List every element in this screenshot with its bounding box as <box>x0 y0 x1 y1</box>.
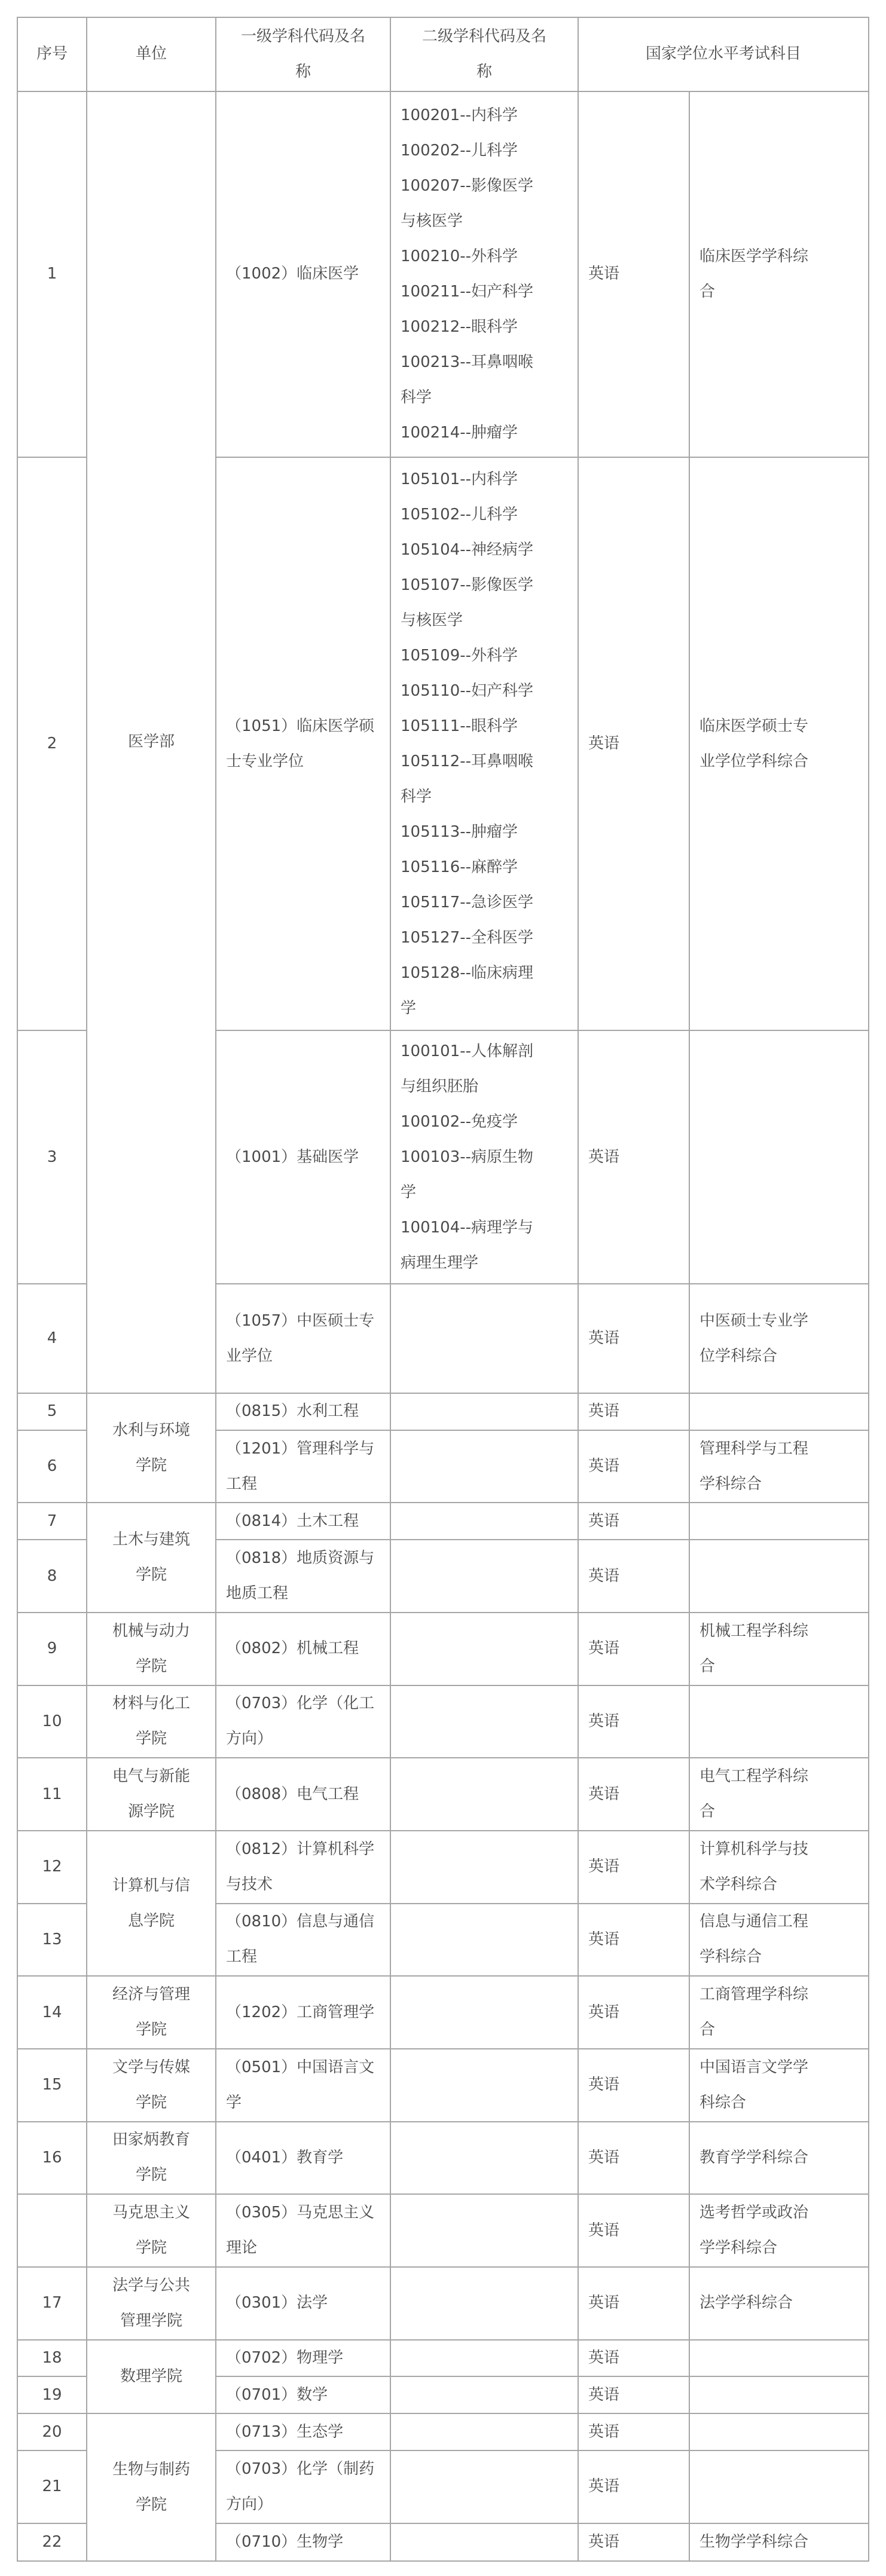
unit-cell-text: 文学与传媒 学院 <box>112 2058 190 2112</box>
second-discipline-cell <box>390 1503 578 1540</box>
language-cell-text: 英语 <box>588 2385 620 2404</box>
first-discipline-cell-text: （0301）法学 <box>226 2294 328 2312</box>
first-discipline-cell <box>216 2450 390 2523</box>
seq-cell-text: 9 <box>47 1639 57 1658</box>
first-discipline-cell <box>216 2267 390 2340</box>
first-discipline-cell <box>216 1758 390 1831</box>
language-cell <box>578 1030 689 1284</box>
language-cell <box>578 2122 689 2195</box>
seq-cell <box>17 2049 87 2122</box>
subject-cell-text: 临床医学学科综 合 <box>699 247 809 301</box>
unit-cell-text: 机械与动力 学院 <box>112 1622 190 1675</box>
first-discipline-cell-text: （0501）中国语言文 学 <box>226 2058 375 2112</box>
language-cell <box>578 1503 689 1540</box>
language-cell-text: 英语 <box>588 2477 620 2496</box>
unit-cell <box>87 1503 216 1613</box>
language-cell <box>578 2376 689 2413</box>
seq-cell <box>17 2267 87 2340</box>
first-discipline-cell <box>216 2523 390 2561</box>
seq-cell <box>17 1613 87 1685</box>
unit-cell-text: 计算机与信 息学院 <box>112 1876 190 1930</box>
subject-cell <box>689 2194 869 2267</box>
subject-cell-text: 生物学学科综合 <box>699 2532 809 2551</box>
language-cell <box>578 1393 689 1430</box>
table-row <box>17 1976 869 2049</box>
subject-cell-text: 法学学科综合 <box>699 2294 793 2312</box>
first-discipline-cell <box>216 1685 390 1758</box>
exam-subjects-table <box>17 17 869 2562</box>
first-discipline-cell <box>216 2049 390 2122</box>
first-discipline-cell-text: （0710）生物学 <box>226 2532 344 2551</box>
second-discipline-cell <box>390 1831 578 1904</box>
unit-cell-text: 田家炳教育 学院 <box>112 2131 190 2185</box>
language-cell <box>578 1284 689 1393</box>
language-cell-text: 英语 <box>588 1639 620 1658</box>
first-discipline-cell-text: （0703）化学（制药 方向） <box>226 2459 375 2513</box>
first-discipline-cell <box>216 1503 390 1540</box>
unit-cell <box>87 91 216 1393</box>
unit-cell <box>87 2340 216 2414</box>
subject-cell <box>689 2523 869 2561</box>
second-discipline-cell <box>390 1613 578 1685</box>
table-row <box>17 2340 869 2377</box>
header-unit: 单位 <box>87 17 216 91</box>
table-row <box>17 2122 869 2195</box>
unit-cell-text: 数理学院 <box>120 2367 182 2385</box>
language-cell <box>578 1540 689 1613</box>
language-cell <box>578 1613 689 1685</box>
seq-cell-text: 15 <box>42 2076 62 2094</box>
seq-cell <box>17 2523 87 2561</box>
seq-cell-text: 12 <box>42 1858 62 1876</box>
first-discipline-cell-text: （0703）化学（化工 方向） <box>226 1694 375 1748</box>
unit-cell <box>87 2267 216 2340</box>
second-discipline-cell <box>390 2523 578 2561</box>
first-discipline-cell <box>216 1613 390 1685</box>
header-row <box>17 17 869 91</box>
subject-cell <box>689 1284 869 1393</box>
language-cell <box>578 2413 689 2450</box>
seq-cell <box>17 1503 87 1540</box>
first-discipline-cell <box>216 1030 390 1284</box>
seq-cell <box>17 2340 87 2377</box>
table-row <box>17 2413 869 2450</box>
seq-cell <box>17 457 87 1030</box>
first-discipline-cell <box>216 1430 390 1503</box>
seq-cell <box>17 1685 87 1758</box>
subject-cell <box>689 1430 869 1503</box>
subject-cell-text: 临床医学硕士专 业学位学科综合 <box>699 717 809 770</box>
unit-cell-text: 法学与公共 管理学院 <box>112 2276 190 2330</box>
first-discipline-cell <box>216 2340 390 2377</box>
first-discipline-cell-text: （0702）物理学 <box>226 2349 344 2367</box>
seq-cell-text: 8 <box>47 1567 57 1585</box>
language-cell-text: 英语 <box>588 2532 620 2551</box>
language-cell-text: 英语 <box>588 2422 620 2441</box>
seq-cell <box>17 1540 87 1613</box>
first-discipline-cell-text: （0818）地质资源与 地质工程 <box>226 1549 375 1603</box>
seq-cell-text: 3 <box>47 1148 57 1166</box>
seq-cell <box>17 1430 87 1503</box>
second-discipline-cell <box>390 1685 578 1758</box>
subject-cell <box>689 2122 869 2195</box>
subject-cell <box>689 1976 869 2049</box>
first-discipline-cell <box>216 457 390 1030</box>
language-cell-text: 英语 <box>588 265 620 283</box>
subject-cell-text: 教育学学科综合 <box>699 2148 809 2167</box>
first-discipline-cell-text: （0814）土木工程 <box>226 1512 359 1530</box>
first-discipline-cell-text: （0305）马克思主义 理论 <box>226 2204 375 2257</box>
subject-cell-text: 管理科学与工程 学科综合 <box>699 1439 809 1493</box>
second-discipline-cell <box>390 457 578 1030</box>
first-discipline-cell-text: （0810）信息与通信 工程 <box>226 1913 375 1966</box>
seq-cell <box>17 1904 87 1977</box>
language-cell <box>578 1976 689 2049</box>
subject-cell <box>689 2340 869 2377</box>
subject-cell-text: 中国语言文学学 科综合 <box>699 2058 809 2112</box>
first-discipline-cell <box>216 1393 390 1430</box>
language-cell-text: 英语 <box>588 2294 620 2312</box>
second-discipline-cell <box>390 2267 578 2340</box>
language-cell <box>578 2194 689 2267</box>
subject-cell <box>689 1503 869 1540</box>
seq-cell <box>17 1976 87 2049</box>
language-cell-text: 英语 <box>588 2148 620 2167</box>
language-cell <box>578 1430 689 1503</box>
subject-cell-text: 计算机科学与技 术学科综合 <box>699 1840 809 1893</box>
unit-cell <box>87 1685 216 1758</box>
first-discipline-cell <box>216 1284 390 1393</box>
subject-cell <box>689 1030 869 1284</box>
language-cell <box>578 1904 689 1977</box>
first-discipline-cell <box>216 2122 390 2195</box>
language-cell-text: 英语 <box>588 2076 620 2094</box>
unit-cell-text: 医学部 <box>127 733 175 751</box>
seq-cell-text: 2 <box>47 735 57 753</box>
subject-cell <box>689 457 869 1030</box>
subject-cell <box>689 2049 869 2122</box>
second-discipline-cell <box>390 1904 578 1977</box>
language-cell-text: 英语 <box>588 1785 620 1803</box>
unit-cell <box>87 1976 216 2049</box>
subject-cell <box>689 1758 869 1831</box>
seq-cell-text: 6 <box>47 1457 57 1476</box>
second-discipline-cell <box>390 91 578 457</box>
table-row <box>17 2049 869 2122</box>
subject-cell-text: 中医硕士专业学 位学科综合 <box>699 1311 809 1365</box>
second-discipline-cell-text: 105101--内科学 105102--儿科学 105104--神经病学 105107--影像医学 与核医学 105109--外科学 105110--妇产科学 105111--眼科学 105112--耳鼻咽喉 科学 105113--肿瘤学 105116--麻醉学 105117--急诊医学 105127--全科医学 105128--临床病理 学 <box>401 470 534 1017</box>
subject-cell-text: 工商管理学科综 合 <box>699 1985 809 2039</box>
table-row <box>17 2267 869 2340</box>
seq-cell-text: 5 <box>47 1402 57 1421</box>
unit-cell <box>87 2413 216 2561</box>
language-cell-text: 英语 <box>588 1457 620 1476</box>
seq-cell-text: 20 <box>42 2422 62 2441</box>
seq-cell-text: 18 <box>42 2349 62 2367</box>
language-cell-text: 英语 <box>588 2221 620 2240</box>
language-cell <box>578 2450 689 2523</box>
seq-cell-text: 22 <box>42 2532 62 2551</box>
first-discipline-cell-text: （0802）机械工程 <box>226 1639 359 1658</box>
unit-cell <box>87 1613 216 1685</box>
unit-cell <box>87 2194 216 2267</box>
second-discipline-cell-text: 100101--人体解剖 与组织胚胎 100102--免疫学 100103--病原生物 学 100104--病理学与 病理生理学 <box>401 1042 534 1272</box>
first-discipline-cell <box>216 91 390 457</box>
unit-cell <box>87 1393 216 1503</box>
header-second-discipline: 二级学科代码及名 称 <box>390 17 578 91</box>
first-discipline-cell <box>216 2413 390 2450</box>
subject-cell <box>689 2376 869 2413</box>
language-cell <box>578 1831 689 1904</box>
language-cell-text: 英语 <box>588 1512 620 1530</box>
second-discipline-cell <box>390 2049 578 2122</box>
seq-cell-text: 21 <box>42 2477 62 2496</box>
seq-cell-text: 7 <box>47 1512 57 1530</box>
header-seq: 序号 <box>17 17 87 91</box>
language-cell-text: 英语 <box>588 1329 620 1348</box>
unit-cell <box>87 2122 216 2195</box>
language-cell <box>578 2340 689 2377</box>
seq-cell-text: 19 <box>42 2385 62 2404</box>
first-discipline-cell-text: （0701）数学 <box>226 2385 328 2404</box>
first-discipline-cell <box>216 1831 390 1904</box>
seq-cell <box>17 1393 87 1430</box>
unit-cell-text: 生物与制药 学院 <box>112 2460 190 2514</box>
subject-cell <box>689 1540 869 1613</box>
language-cell-text: 英语 <box>588 1402 620 1421</box>
seq-cell <box>17 2413 87 2450</box>
first-discipline-cell <box>216 2376 390 2413</box>
table-row <box>17 1613 869 1685</box>
language-cell <box>578 457 689 1030</box>
seq-cell <box>17 1030 87 1284</box>
seq-cell <box>17 1758 87 1831</box>
language-cell <box>578 1758 689 1831</box>
first-discipline-cell-text: （1051）临床医学硕 士专业学位 <box>226 717 375 770</box>
language-cell-text: 英语 <box>588 2003 620 2021</box>
seq-cell <box>17 2376 87 2413</box>
unit-cell-text: 马克思主义 学院 <box>112 2204 190 2257</box>
seq-cell-text: 1 <box>47 265 57 283</box>
seq-cell-text: 11 <box>42 1785 62 1803</box>
subject-cell-text: 信息与通信工程 学科综合 <box>699 1913 809 1966</box>
first-discipline-cell <box>216 1976 390 2049</box>
seq-cell <box>17 1831 87 1904</box>
first-discipline-cell <box>216 1904 390 1977</box>
second-discipline-cell <box>390 2450 578 2523</box>
second-discipline-cell <box>390 1976 578 2049</box>
table-row <box>17 91 869 457</box>
table-row <box>17 1393 869 1430</box>
table-row <box>17 1503 869 1540</box>
second-discipline-cell <box>390 2376 578 2413</box>
second-discipline-cell <box>390 1758 578 1831</box>
second-discipline-cell <box>390 2122 578 2195</box>
header-exam-subjects: 国家学位水平考试科目 <box>578 17 869 91</box>
subject-cell <box>689 1831 869 1904</box>
subject-cell <box>689 91 869 457</box>
subject-cell-text: 机械工程学科综 合 <box>699 1622 809 1675</box>
subject-cell <box>689 1613 869 1685</box>
unit-cell-text: 水利与环境 学院 <box>112 1421 190 1474</box>
second-discipline-cell-text: 100201--内科学 100202--儿科学 100207--影像医学 与核医学 100210--外科学 100211--妇产科学 100212--眼科学 100213--耳鼻咽喉 科学 100214--肿瘤学 <box>401 106 534 442</box>
first-discipline-cell-text: （1201）管理科学与 工程 <box>226 1439 375 1493</box>
unit-cell <box>87 1831 216 1976</box>
second-discipline-cell <box>390 2340 578 2377</box>
second-discipline-cell <box>390 2194 578 2267</box>
seq-cell <box>17 2122 87 2195</box>
seq-cell-text: 4 <box>47 1329 57 1348</box>
language-cell <box>578 2267 689 2340</box>
header-first-discipline: 一级学科代码及名 称 <box>216 17 390 91</box>
language-cell-text: 英语 <box>588 1567 620 1585</box>
first-discipline-cell-text: （0808）电气工程 <box>226 1785 359 1803</box>
first-discipline-cell-text: （0815）水利工程 <box>226 1402 359 1421</box>
unit-cell <box>87 1758 216 1831</box>
language-cell <box>578 2523 689 2561</box>
first-discipline-cell-text: （0713）生态学 <box>226 2422 344 2441</box>
unit-cell-text: 经济与管理 学院 <box>112 1985 190 2039</box>
table-row <box>17 1685 869 1758</box>
seq-cell-text: 13 <box>42 1930 62 1948</box>
first-discipline-cell-text: （1057）中医硕士专 业学位 <box>226 1311 375 1365</box>
seq-cell-text: 14 <box>42 2003 62 2021</box>
first-discipline-cell-text: （1002）临床医学 <box>226 265 359 283</box>
seq-cell <box>17 91 87 457</box>
second-discipline-cell <box>390 1284 578 1393</box>
language-cell-text: 英语 <box>588 1148 620 1166</box>
first-discipline-cell-text: （1001）基础医学 <box>226 1148 359 1166</box>
seq-cell <box>17 2450 87 2523</box>
second-discipline-cell <box>390 1393 578 1430</box>
second-discipline-cell <box>390 1540 578 1613</box>
language-cell-text: 英语 <box>588 735 620 753</box>
seq-cell-text: 10 <box>42 1712 62 1730</box>
unit-cell-text: 材料与化工 学院 <box>112 1694 190 1748</box>
subject-cell <box>689 1393 869 1430</box>
table-row <box>17 1831 869 1904</box>
subject-cell <box>689 1685 869 1758</box>
seq-cell-text: 16 <box>42 2148 62 2167</box>
first-discipline-cell-text: （0812）计算机科学 与技术 <box>226 1840 375 1893</box>
subject-cell <box>689 2413 869 2450</box>
first-discipline-cell <box>216 2194 390 2267</box>
subject-cell <box>689 2267 869 2340</box>
language-cell-text: 英语 <box>588 2349 620 2367</box>
subject-cell-text: 电气工程学科综 合 <box>699 1767 809 1821</box>
subject-cell <box>689 2450 869 2523</box>
table-row <box>17 1758 869 1831</box>
table-row <box>17 2194 869 2267</box>
unit-cell-text: 土木与建筑 学院 <box>112 1531 190 1584</box>
first-discipline-cell-text: （1202）工商管理学 <box>226 2003 375 2021</box>
seq-cell <box>17 2194 87 2267</box>
first-discipline-cell <box>216 1540 390 1613</box>
language-cell <box>578 91 689 457</box>
language-cell-text: 英语 <box>588 1858 620 1876</box>
language-cell <box>578 1685 689 1758</box>
subject-cell-text: 选考哲学或政治 学学科综合 <box>699 2204 809 2257</box>
second-discipline-cell <box>390 1430 578 1503</box>
unit-cell-text: 电气与新能 源学院 <box>112 1767 190 1821</box>
seq-cell-text: 17 <box>42 2294 62 2312</box>
subject-cell <box>689 1904 869 1977</box>
second-discipline-cell <box>390 2413 578 2450</box>
unit-cell <box>87 2049 216 2122</box>
language-cell-text: 英语 <box>588 1712 620 1730</box>
second-discipline-cell <box>390 1030 578 1284</box>
language-cell <box>578 2049 689 2122</box>
seq-cell <box>17 1284 87 1393</box>
first-discipline-cell-text: （0401）教育学 <box>226 2148 344 2167</box>
language-cell-text: 英语 <box>588 1930 620 1948</box>
